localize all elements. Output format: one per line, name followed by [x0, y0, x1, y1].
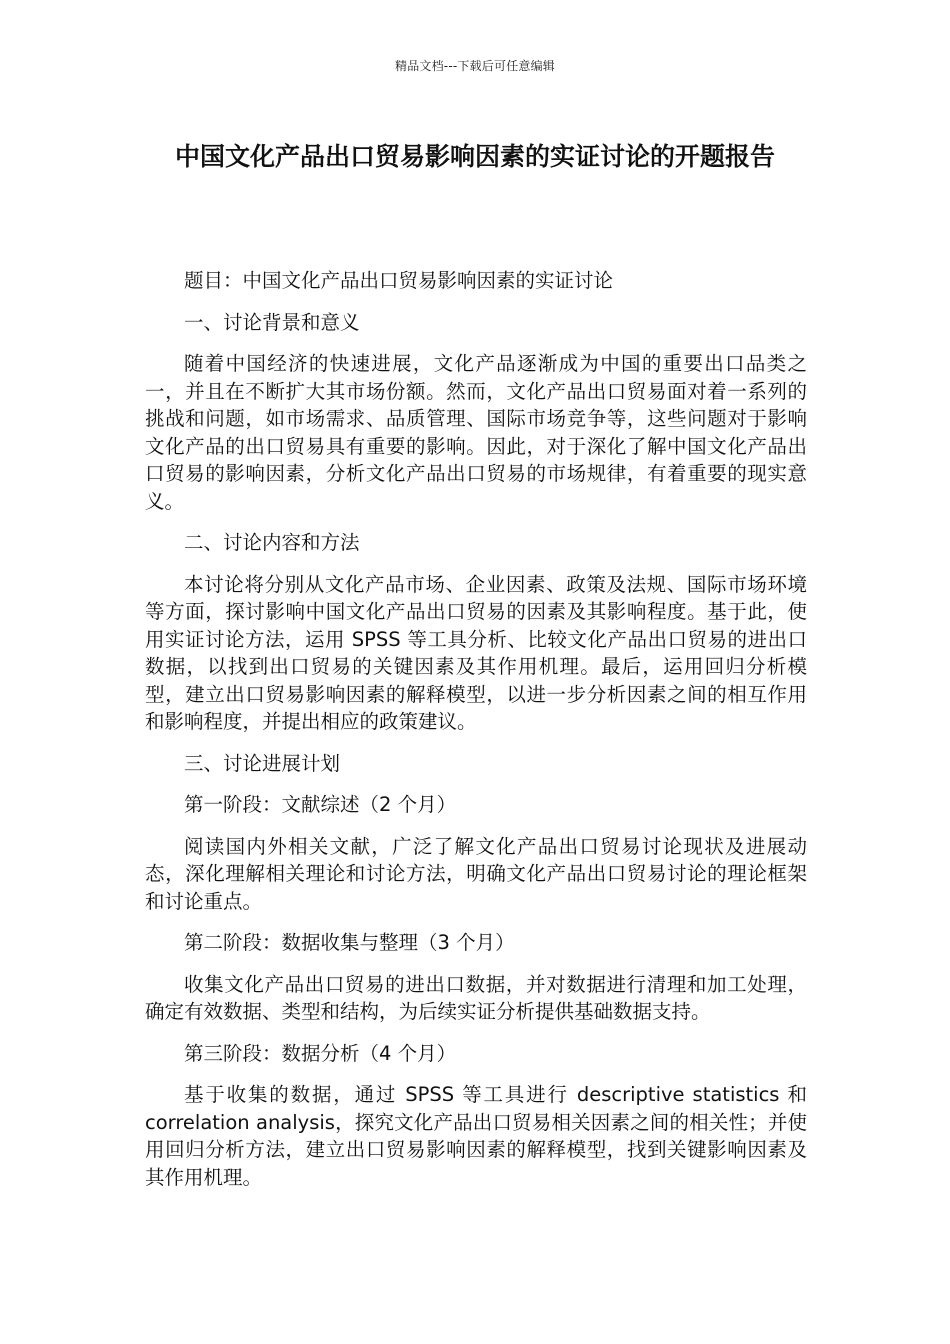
paragraph-stage-2: 收集文化产品出口贸易的进出口数据，并对数据进行清理和加工处理，确定有效数据、类型和结构，为后续实证分析提供基础数据支持。 — [145, 972, 807, 1023]
stage-heading-1: 第一阶段：文献综述（2 个月） — [184, 793, 457, 816]
header-note: 精品文档---下载后可任意编辑 — [395, 59, 555, 73]
stage-heading-3: 第三阶段：数据分析（4 个月） — [184, 1041, 457, 1065]
section-heading-plan: 三、讨论进展计划 — [184, 751, 341, 775]
section-heading-background: 一、讨论背景和意义 — [184, 310, 360, 334]
paragraph-stage-3: 基于收集的数据，通过 SPSS 等工具进行 descriptive statistics 和 correlation analysis，探究文化产品出口贸易相关因素之间的相关性；并使用回归分析方法，建立出口贸易影响因素的解释模型，找到关键影响因素及其作用机理。 — [145, 1083, 807, 1189]
section-heading-content: 二、讨论内容和方法 — [184, 531, 360, 554]
paragraph-background: 随着中国经济的快速进展，文化产品逐渐成为中国的重要出口品类之一，并且在不断扩大其市场份额。然而，文化产品出口贸易面对着一系列的挑战和问题，如市场需求、品质管理、国际市场竞争等，这些问题对于影响文化产品的出口贸易具有重要的影响。因此，对于深化了解中国文化产品出口贸易的影响因素，分析文化产品出口贸易的市场规律，有着重要的现实意义。 — [145, 352, 807, 513]
paragraph-content: 本讨论将分别从文化产品市场、企业因素、政策及法规、国际市场环境等方面，探讨影响中国文化产品出口贸易的因素及其影响程度。基于此，使用实证讨论方法，运用 SPSS 等工具分析、比较文化产品出口贸易的进出口数据，以找到出口贸易的关键因素及其作用机理。最后，运用回归分析模型，建立出口贸易影响因素的解释模型，以进一步分析因素之间的相互作用和影响程度，并提出相应的政策建议。 — [145, 572, 807, 733]
paragraph-stage-1: 阅读国内外相关文献，广泛了解文化产品出口贸易讨论现状及进展动态，深化理解相关理论和讨论方法，明确文化产品出口贸易讨论的理论框架和讨论重点。 — [145, 834, 807, 913]
topic-line: 题目：中国文化产品出口贸易影响因素的实证讨论 — [184, 269, 614, 292]
document-body — [145, 267, 807, 1205]
document-title: 中国文化产品出口贸易影响因素的实证讨论的开题报告 — [174, 142, 775, 171]
stage-heading-2: 第二阶段：数据收集与整理（3 个月） — [184, 931, 515, 954]
